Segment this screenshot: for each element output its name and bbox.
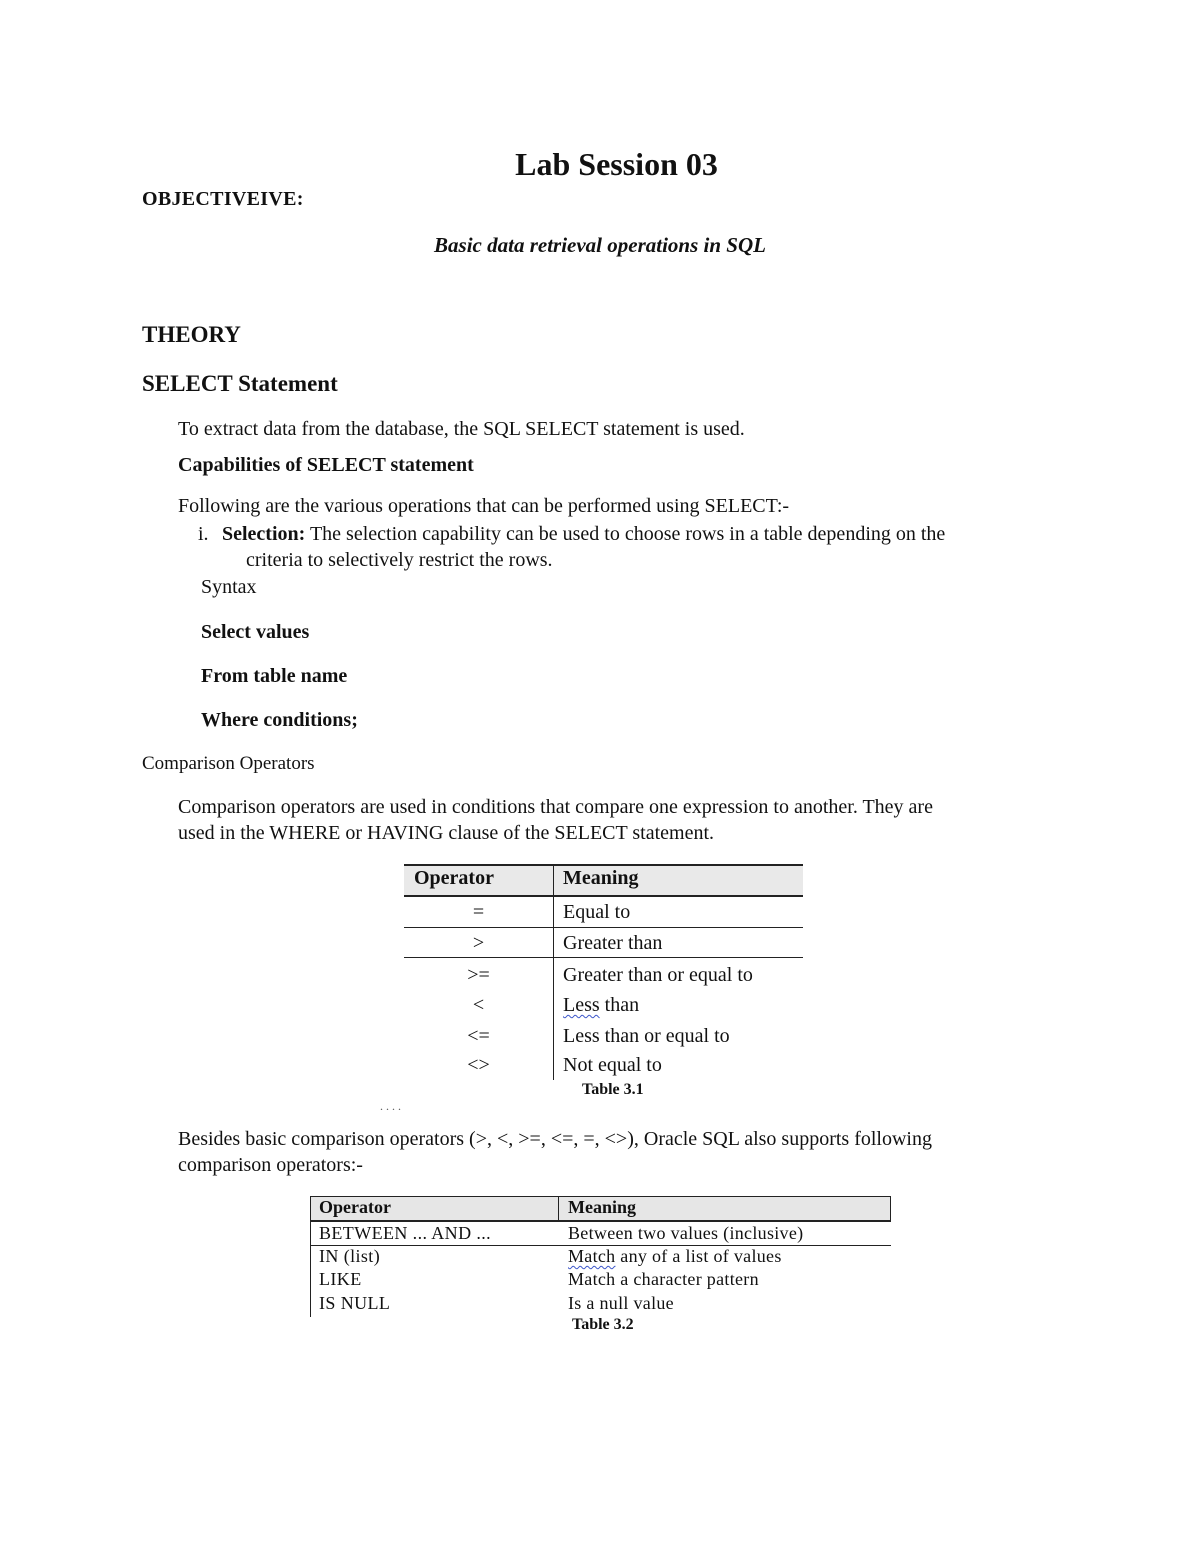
table-cell-meaning: Greater than or equal to (563, 964, 753, 986)
besides-paragraph: comparison operators:- (178, 1154, 363, 1176)
select-statement-heading: SELECT Statement (142, 371, 338, 396)
table-cell-meaning (563, 994, 639, 1017)
besides-paragraph: Besides basic comparison operators (>, <, >=, <=, =, <>), Oracle SQL also supports following (178, 1128, 932, 1150)
spellcheck-word: Match (568, 1246, 616, 1266)
table-row (310, 1246, 891, 1269)
list-item-number: i. (198, 523, 209, 545)
table-cell-meaning: Less than or equal to (563, 1025, 730, 1047)
syntax-label: Syntax (201, 576, 257, 598)
table-cell-operator: > (472, 932, 485, 954)
comparison-paragraph: used in the WHERE or HAVING clause of the SELECT statement. (178, 822, 715, 844)
table-row (404, 930, 803, 960)
table-column-divider (553, 864, 554, 1080)
capabilities-intro: Following are the various operations that can be performed using SELECT:- (178, 495, 790, 517)
table-caption: Table 3.2 (572, 1316, 634, 1333)
table-row (310, 1223, 891, 1246)
table-header-operator: Operator (414, 867, 494, 889)
table-cell-operator: IN (list) (319, 1246, 381, 1266)
table-cell-text: than (599, 994, 640, 1016)
table-cell-operator: LIKE (319, 1269, 362, 1289)
list-item-text: The selection capability can be used to choose rows in a table depending on the (305, 523, 946, 545)
table-left-border (310, 1196, 311, 1317)
comparison-paragraph: Comparison operators are used in conditions that compare one expression to another. They are (178, 796, 933, 818)
table-divider (404, 927, 803, 928)
table-cell-operator: <> (467, 1054, 490, 1076)
table-cell-operator: BETWEEN ... AND ... (319, 1223, 492, 1243)
table-header-meaning: Meaning (563, 867, 639, 889)
table-cell-meaning: Not equal to (563, 1054, 662, 1076)
table-cell-meaning (568, 1246, 782, 1267)
table-cell-operator: >= (467, 964, 490, 986)
table-header-meaning: Meaning (568, 1197, 637, 1217)
stray-dots: . . . . (380, 1099, 401, 1113)
list-item-continuation: criteria to selectively restrict the rows. (246, 549, 553, 571)
syntax-line: Select values (201, 621, 310, 643)
table-row (404, 899, 803, 929)
table-cell-meaning: Between two values (inclusive) (568, 1223, 804, 1243)
syntax-line: Where conditions; (201, 709, 358, 731)
table-row (310, 1293, 891, 1316)
table-cell-meaning: Match a character pattern (568, 1269, 759, 1289)
table-cell-meaning: Is a null value (568, 1293, 674, 1313)
objective-label: OBJECTIVEIVE: (142, 188, 304, 210)
table-cell-operator: IS NULL (319, 1293, 391, 1313)
table-cell-operator: = (472, 901, 485, 923)
table-header-operator: Operator (319, 1197, 391, 1217)
table-cell-operator: <= (467, 1025, 490, 1047)
table-row (404, 1023, 803, 1053)
table-cell-text: any of a list of values (615, 1246, 782, 1266)
page-title: Lab Session 03 (515, 146, 718, 182)
syntax-line: From table name (201, 665, 348, 687)
objective-text: Basic data retrieval operations in SQL (434, 233, 766, 257)
table-row (404, 1052, 803, 1082)
table-divider (404, 957, 803, 958)
intro-paragraph: To extract data from the database, the SQL SELECT statement is used. (178, 418, 745, 440)
comparison-operators-heading: Comparison Operators (142, 753, 315, 774)
table-cell-meaning: Greater than (563, 932, 663, 954)
table-cell-meaning: Equal to (563, 901, 631, 923)
capabilities-heading: Capabilities of SELECT statement (178, 454, 474, 476)
table-row (310, 1269, 891, 1292)
table-column-divider (558, 1196, 559, 1222)
table-cell-operator: < (472, 994, 485, 1016)
table-row (404, 992, 803, 1022)
spellcheck-word: Less (563, 994, 600, 1016)
list-item-selection (198, 523, 945, 546)
table-row (404, 962, 803, 992)
list-item-term: Selection: (222, 523, 306, 545)
theory-heading: THEORY (142, 322, 241, 347)
table-caption: Table 3.1 (582, 1081, 644, 1098)
